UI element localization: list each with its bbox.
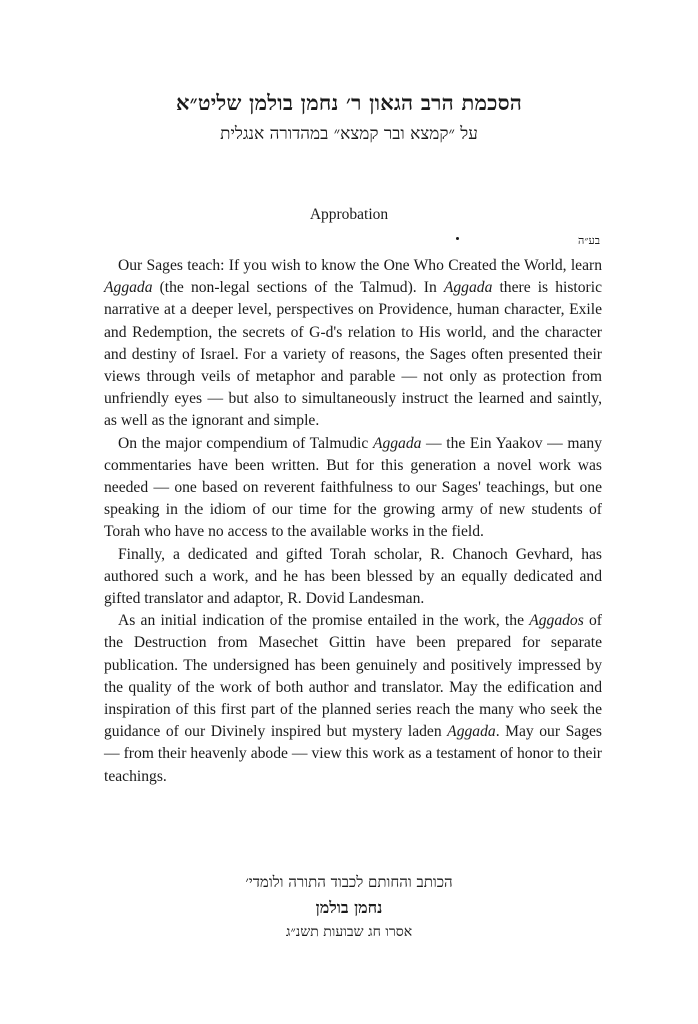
page-heading: Approbation (309, 206, 389, 223)
italic-term: Aggada (372, 434, 422, 452)
paragraph-1 (104, 255, 602, 433)
text-run: of the Destruction from Masechet Gittin have been prepared for separate publication. The undersigned has been genuinely and positively impressed by the quality of the work of both author and translator. May the edification and inspiration of this first part of the planned series reach the many who seek the guidance of our Divinely inspired but mystery laden (104, 612, 602, 741)
text-run: (the non-legal sections of the Talmud). In (152, 279, 444, 297)
signature-date: אסרו חג שבועות תשנ״ג (285, 924, 413, 940)
italic-term: Aggada (104, 279, 153, 297)
text-run: Our Sages teach: If you wish to know the One Who Created the World, learn (118, 257, 602, 274)
hebrew-subtitle: על ״קמצא ובר קמצא״ במהדורה אנגלית (220, 124, 478, 144)
italic-term: Aggada (447, 723, 496, 741)
italic-term: Aggados (529, 612, 584, 630)
text-run: Finally, a dedicated and gifted Torah scholar, R. Chanoch Gevhard, has authored such a work, and he has been blessed by an equally dedicated and gifted translator and adaptor, R. Dovid Landesman. (104, 545, 602, 608)
signature-line-1: הכותב והחותם לכבוד התורה ולומדי׳ (245, 873, 453, 891)
italic-term: Aggada (443, 279, 493, 297)
text-run: there is historic narrative at a deeper level, perspectives on Providence, human character, Exile and Redemption, the secrets of G-d's relation to His world, and the character and destiny of Israel. For a variety of reasons, the Sages often presented their views through veils of metaphor and parable — not only as protection from unfriendly eyes — but also to simultaneously instruct the learned and saintly, as well as the ignorant and simple. (104, 279, 602, 430)
body-text (104, 255, 602, 788)
hebrew-title: הסכמת הרב הגאון ר׳ נחמן בולמן שליט״א (175, 90, 523, 115)
besiyata-mark: בע״ה (578, 234, 601, 247)
text-run: . May our Sages — from their heavenly abode — view this work as a testament of honor to their teachings. (104, 723, 602, 785)
signature-name: נחמן בולמן (315, 898, 383, 917)
paragraph-4 (104, 610, 602, 788)
paragraph-3 (104, 544, 602, 611)
text-run: As an initial indication of the promise entailed in the work, the (118, 612, 530, 630)
text-run: On the major compendium of Talmudic (118, 434, 373, 452)
ink-dot (456, 237, 459, 240)
paragraph-2 (104, 433, 602, 544)
text-run: — the Ein Yaakov — many commentaries have been written. But for this generation a novel work was needed — one based on reverent faithfulness to our Sages' teachings, but one speaking in the idiom of our time for the growing army of new students of Torah who have no access to the available works in the field. (104, 434, 602, 541)
